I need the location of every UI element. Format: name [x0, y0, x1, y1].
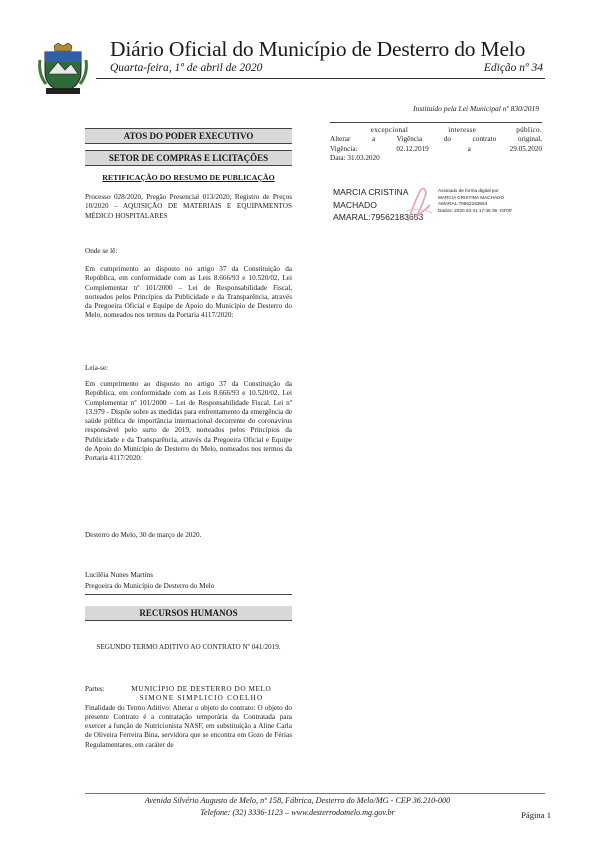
institution-note: Instituído pela Lei Municipal nº 830/2019: [413, 104, 539, 113]
contract-purpose: Finalidade do Termo Aditivo: Alterar o objeto do contrato: O objeto do presente Contrato é a contratação temporária da Contratada para exercer a função de Nutricionista NASF, em substituição a Aline Carla de Oliveira Ferreira Bina, servidora que se encontra em Gozo de Férias Regulamentares, em caráter de: [85, 703, 292, 749]
sig-name-line-2: MACHADO: [333, 199, 377, 210]
edition-number: Edição nº 34: [483, 62, 543, 74]
contract-date: Data: 31.03.2020: [330, 153, 380, 162]
footer-contact: Telefone: (32) 3336-1123 – www.desterrodomelo.mg.gov.br: [200, 808, 395, 817]
digital-signature-details: [438, 188, 512, 214]
signer-name: Lucilêia Nunes Martins: [85, 571, 153, 579]
onde-label: Onde se lê:: [85, 247, 118, 255]
onde-paragraph: Em cumprimento ao disposto no artigo 37 da Constituição da República, em conformidade com as Leis 8.666/93 e 10.520/02, Lei Complementar nº 101/2000 – Lei de Responsabilidade Fiscal, norteados pelos Princípios da Publicidade e da Transparência, através da Pregoeira Oficial e Equipe de Apoio do Município de Desterro do Melo, nomeados nos termos da Portaria 4117/2020:: [85, 265, 292, 320]
rectification-subtitle: RETIFICAÇÃO DO RESUMO DE PUBLICAÇÃO: [102, 173, 275, 182]
party-contractor: SIMONE SIMPLICIO COELHO: [139, 694, 264, 703]
interest-line: excepcional interesse público.: [370, 126, 542, 134]
sig-meta-line-4: Dados: 2020.03.31 17:46:36 -03'00': [438, 207, 513, 213]
validity-change-line: Alterar a Vigência do contrato original.: [330, 135, 542, 144]
section-divider: [85, 594, 292, 597]
contract-title: SEGUNDO TERMO ADITIVO AO CONTRATO Nº 041/2019.: [96, 643, 281, 651]
contract-parts: [85, 685, 292, 750]
header-divider: [96, 78, 545, 79]
sig-name-line-3: AMARAL:79562183653: [333, 212, 424, 222]
footer-address: Avenida Silvério Augusto de Melo, nº 158, Fábrica, Desterro do Melo/MG - CEP 36.210-000: [144, 796, 451, 805]
signer-role: Pregoeira do Município de Desterro do Melo: [85, 582, 215, 590]
parts-label: Partes:: [85, 685, 105, 693]
validity-start: 02.12.2019: [396, 144, 429, 153]
sig-meta-line-1: Assinado de forma digital por: [438, 188, 499, 193]
right-column-rule: [330, 122, 542, 123]
contract-continuation: [330, 126, 542, 163]
leia-label: Leia-se:: [85, 364, 109, 372]
sig-name-line-1: MARCIA CRISTINA: [333, 187, 409, 197]
validity-end: 29.05.2020: [509, 144, 542, 153]
party-municipality: MUNICÍPIO DE DESTERRO DO MELO: [131, 685, 272, 693]
process-description: [85, 193, 292, 221]
place-date: Desterro do Melo, 30 de março de 2020.: [85, 531, 202, 539]
section-heading-executive: ATOS DO PODER EXECUTIVO: [85, 128, 292, 144]
process-text: Processo 028/2020, Pregão Presencial 013/2020, Registro de Preços 10/2020 – AQUISIÇÃO DE MATERIAIS E EQUIPAMENTOS MÉDICO HOSPITALARES: [85, 193, 292, 220]
page-number: Página 1: [521, 810, 551, 820]
issue-date: Quarta-feira, 1º de abril de 2020: [110, 62, 263, 74]
municipal-coat-of-arms-icon: [38, 42, 88, 96]
footer-divider: [85, 793, 545, 794]
validity-label: Vigência:: [330, 144, 358, 153]
validity-a: a: [467, 144, 471, 153]
sig-meta-line-2: MARCIA CRISTINA MACHADO: [438, 194, 505, 200]
gazette-title: Diário Oficial do Município de Desterro do Melo: [110, 37, 526, 61]
signature-pen-icon: [404, 183, 434, 225]
sig-meta-line-3: AMARAL:79562183653: [438, 201, 488, 207]
section-heading-hr: RECURSOS HUMANOS: [85, 606, 292, 621]
validity-period: [330, 145, 542, 154]
section-heading-procurement: SETOR DE COMPRAS E LICITAÇÕES: [85, 150, 292, 166]
leia-paragraph: Em cumprimento ao disposto no artigo 37 da Constituição da República, em conformidade com as Leis 8.666/93 e 10.520/02, Lei Complementar nº 101/2000 – Lei de Responsabilidade Fiscal, Lei nº 13.979 - Dispõe sobre as medidas para enfrentamento da emergência de saúde pública de importância internacional decorrente do coronavírus responsável pelo surto de 2019, norteados pelos Princípios da Publicidade e da Transparência, através da Pregoeira Oficial e Equipe de Apoio do Município de Desterro do Melo, nomeados nos termos da Portaria 4117/2020:: [85, 380, 292, 463]
